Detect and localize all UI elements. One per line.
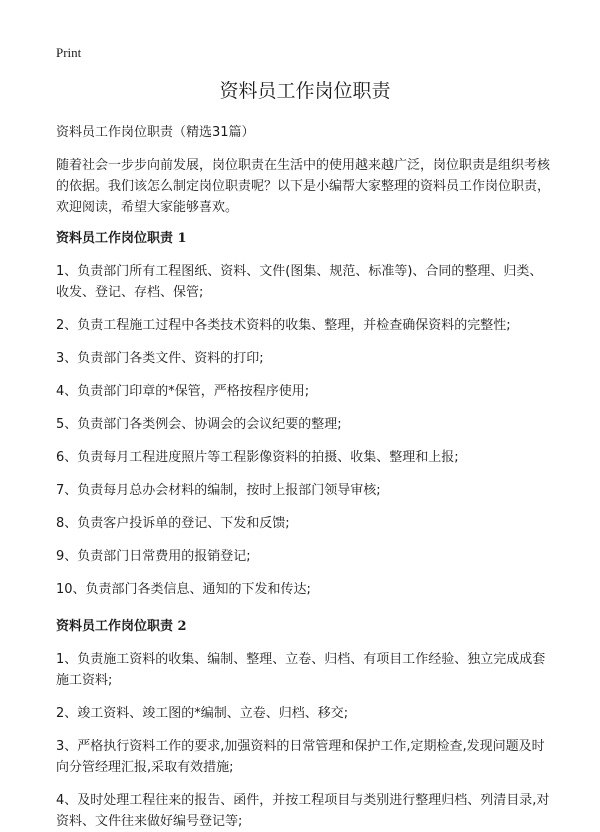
list-item: 3、负责部门各类文件、资料的打印; [56, 351, 264, 366]
list-item: 3、严格执行资料工作的要求,加强资料的日常管理和保护工作,定期检查,发现问题及时向分管经理汇报,采取有效措施; [56, 739, 545, 775]
list-item: 6、负责每月工程进度照片等工程影像资料的拍摄、收集、整理和上报; [56, 450, 459, 465]
document-title: 资料员工作岗位职责 [219, 80, 391, 102]
document-subtitle: 资料员工作岗位职责（精选31篇） [56, 125, 255, 140]
list-item: 8、负责客户投诉单的登记、下发和反馈; [56, 516, 290, 531]
section-1 [56, 228, 554, 600]
list-item: 10、负责部门各类信息、通知的下发和传达; [56, 582, 311, 597]
section-heading: 资料员工作岗位职责 1 [56, 231, 187, 246]
section-2 [56, 616, 554, 832]
list-item: 2、负责工程施工过程中各类技术资料的收集、整理，并检查确保资料的完整性; [56, 318, 511, 333]
list-item: 7、负责每月总办会材料的编制，按时上报部门领导审核; [56, 483, 381, 498]
list-item: 4、及时处理工程往来的报告、函件，并按工程项目与类别进行整理归档、列清目录,对资料、文件往来做好编号登记等; [56, 793, 550, 829]
list-item: 1、负责部门所有工程图纸、资料、文件(图集、规范、标准等)、合同的整理、归类、收发、登记、存档、保管; [56, 264, 543, 300]
section-heading: 资料员工作岗位职责 2 [56, 619, 187, 634]
list-item: 9、负责部门日常费用的报销登记; [56, 549, 251, 564]
print-link[interactable]: Print [56, 45, 82, 60]
list-item: 5、负责部门各类例会、协调会的会议纪要的整理; [56, 417, 342, 432]
list-item: 1、负责施工资料的收集、编制、整理、立卷、归档、有项目工作经验、独立完成成套施工资料; [56, 652, 546, 688]
intro-paragraph: 随着社会一步步向前发展，岗位职责在生活中的使用越来越广泛，岗位职责是组织考核的依据。我们该怎么制定岗位职责呢？以下是小编帮大家整理的资料员工作岗位职责，欢迎阅读，希望大家能够喜欢。 [56, 158, 551, 215]
list-item: 2、竣工资料、竣工图的*编制、立卷、归档、移交; [56, 706, 349, 721]
list-item: 4、负责部门印章的*保管，严格按程序使用; [56, 384, 310, 399]
